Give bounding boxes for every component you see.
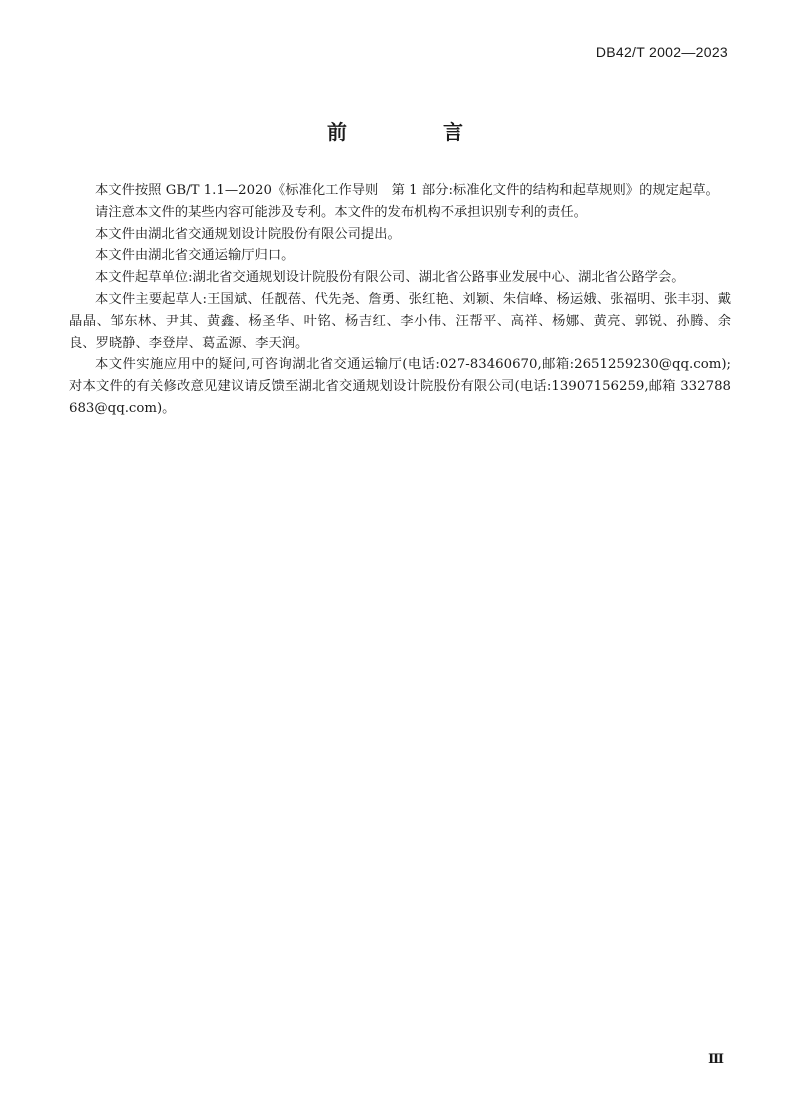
- paragraph-drafting-rules: 本文件按照 GB/T 1.1—2020《标准化工作导则 第 1 部分:标准化文件的结构和起草规则》的规定起草。: [95, 183, 719, 198]
- page-number: Ⅲ: [708, 1052, 724, 1067]
- foreword-body: [69, 180, 731, 420]
- paragraph-administrator: 本文件由湖北省交通运输厅归口。: [95, 248, 295, 264]
- paragraph-drafting-units: 本文件起草单位:湖北省交通规划设计院股份有限公司、湖北省公路事业发展中心、湖北省公路学会。: [95, 270, 685, 286]
- page-title: 前 言: [327, 120, 501, 144]
- paragraph-patent-notice: 请注意本文件的某些内容可能涉及专利。本文件的发布机构不承担识别专利的责任。: [95, 204, 587, 220]
- paragraph-drafters: 本文件主要起草人:王国斌、任靓蓓、代先尧、詹勇、张红艳、刘颖、朱信峰、杨运娥、张福明、张丰羽、戴晶晶、邹东林、尹其、黄鑫、杨圣华、叶铭、杨吉红、李小伟、汪帮平、高祥、杨娜、黄亮、郭锐、孙腾、余良、罗晓静、李登岸、葛孟源、李天润。: [69, 291, 731, 351]
- paragraph-proposer: 本文件由湖北省交通规划设计院股份有限公司提出。: [95, 226, 401, 242]
- document-code: DB42/T 2002—2023: [595, 44, 728, 60]
- paragraph-contact: 本文件实施应用中的疑问,可咨询湖北省交通运输厅(电话:027-83460670,邮箱:2651259230@qq.com);对本文件的有关修改意见建议请反馈至湖北省交通规划设计院股份有限公司(电话:13907156259,邮箱 332788683@qq.com)。: [69, 357, 731, 416]
